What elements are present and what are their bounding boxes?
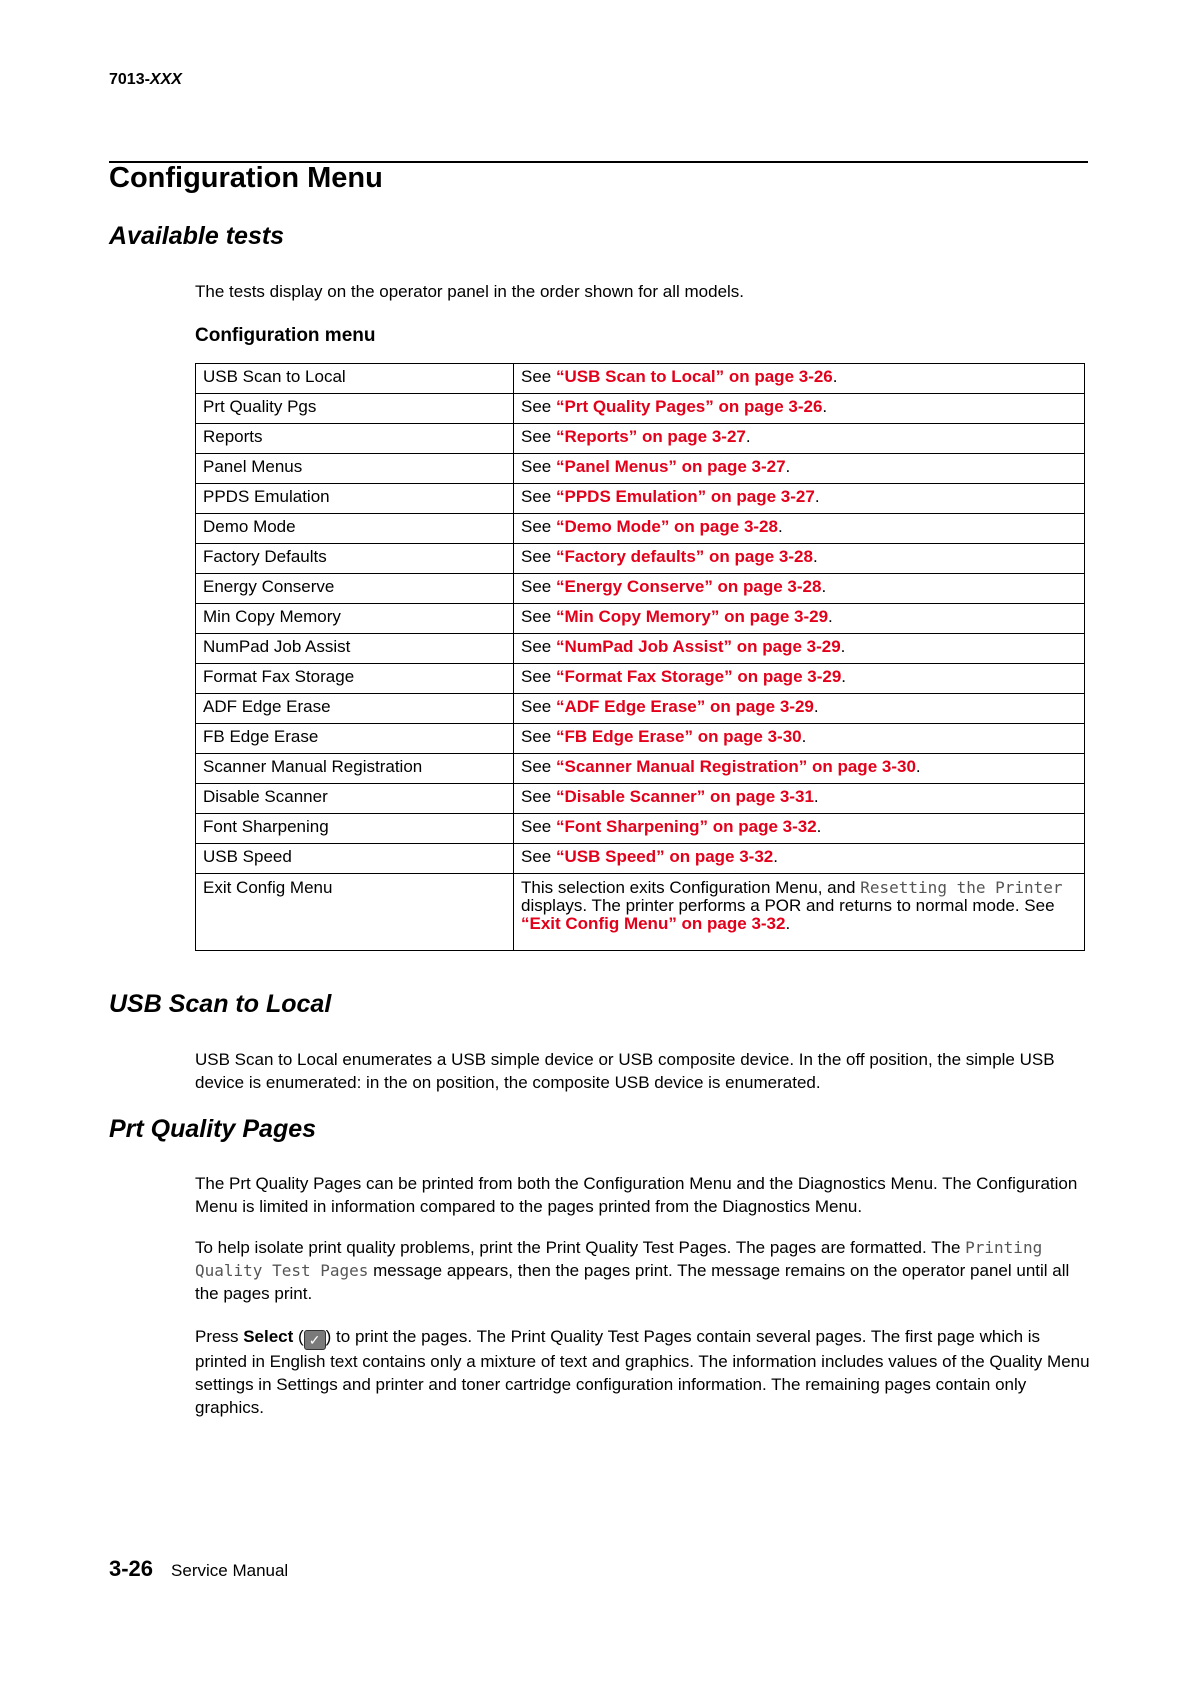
table-row [196, 454, 1085, 484]
table-caption: Configuration menu [195, 325, 376, 346]
menu-reference: See “Prt Quality Pages” on page 3-26. [514, 394, 1085, 424]
menu-item: Min Copy Memory [196, 604, 514, 634]
resetting-message: Resetting the Printer [860, 878, 1063, 897]
menu-item: USB Speed [196, 844, 514, 874]
menu-item: USB Scan to Local [196, 364, 514, 394]
menu-item: Panel Menus [196, 454, 514, 484]
table-row [196, 514, 1085, 544]
table-row [196, 574, 1085, 604]
table-row [196, 694, 1085, 724]
table-row [196, 604, 1085, 634]
menu-reference: See “USB Scan to Local” on page 3-26. [514, 364, 1085, 394]
prt-quality-paragraph-3: Press Select ( ✓ ) to print the pages. The Print Quality Test Pages contain several pages. The first page which is printed in English text contains only a mixture of text and graphics. The information includes values of the Quality Menu settings in Settings and printer and toner cartridge configuration information. The remaining pages contain only graphics. [195, 1327, 1090, 1417]
cross-reference-link[interactable]: “USB Scan to Local” on page 3-26 [555, 367, 833, 386]
menu-item: NumPad Job Assist [196, 634, 514, 664]
configuration-menu-table [195, 363, 1085, 951]
cross-reference-link[interactable]: “Energy Conserve” on page 3-28 [555, 577, 822, 596]
menu-item: Prt Quality Pgs [196, 394, 514, 424]
cross-reference-link[interactable]: “Demo Mode” on page 3-28 [555, 517, 778, 536]
cross-reference-link[interactable]: “PPDS Emulation” on page 3-27 [555, 487, 815, 506]
menu-item: Exit Config Menu [196, 874, 514, 951]
page-footer [109, 1556, 288, 1582]
prt-quality-heading: Prt Quality Pages [109, 1115, 317, 1143]
manual-name: Service Manual [171, 1561, 289, 1580]
table-row [196, 484, 1085, 514]
table-row [196, 634, 1085, 664]
cross-reference-link[interactable]: “Factory defaults” on page 3-28 [555, 547, 813, 566]
cross-reference-link[interactable]: “Format Fax Storage” on page 3-29 [555, 667, 842, 686]
cross-reference-link[interactable]: “Panel Menus” on page 3-27 [555, 457, 786, 476]
usb-scan-heading: USB Scan to Local [109, 990, 332, 1018]
cross-reference-link[interactable]: “Font Sharpening” on page 3-32 [555, 817, 817, 836]
menu-item: Energy Conserve [196, 574, 514, 604]
table-row [196, 784, 1085, 814]
menu-item: Format Fax Storage [196, 664, 514, 694]
menu-reference: See “Font Sharpening” on page 3-32. [514, 814, 1085, 844]
menu-item: Font Sharpening [196, 814, 514, 844]
menu-reference: See “Demo Mode” on page 3-28. [514, 514, 1085, 544]
menu-reference: This selection exits Configuration Menu, and Resetting the Printer displays. The printer performs a POR and returns to normal mode. See “Exit Config Menu” on page 3-32. [514, 874, 1085, 951]
menu-reference: See “Energy Conserve” on page 3-28. [514, 574, 1085, 604]
select-check-icon: ✓ [304, 1330, 326, 1350]
table-row [196, 814, 1085, 844]
prt-quality-paragraph-2: To help isolate print quality problems, print the Print Quality Test Pages. The pages are formatted. The Printing Quality Test Pages message appears, then the pages print. The message remains on the operator panel until all the pages print. [195, 1238, 1070, 1303]
table-row [196, 424, 1085, 454]
cross-reference-link[interactable]: “ADF Edge Erase” on page 3-29 [555, 697, 814, 716]
menu-item: FB Edge Erase [196, 724, 514, 754]
table-row [196, 874, 1085, 951]
menu-reference: See “ADF Edge Erase” on page 3-29. [514, 694, 1085, 724]
cross-reference-link[interactable]: “Exit Config Menu” on page 3-32 [521, 914, 786, 933]
menu-item: Scanner Manual Registration [196, 754, 514, 784]
menu-reference: See “Min Copy Memory” on page 3-29. [514, 604, 1085, 634]
menu-reference: See “Disable Scanner” on page 3-31. [514, 784, 1085, 814]
cross-reference-link[interactable]: “Disable Scanner” on page 3-31 [555, 787, 814, 806]
table-row [196, 844, 1085, 874]
cross-reference-link[interactable]: “USB Speed” on page 3-32 [555, 847, 774, 866]
menu-reference: See “Reports” on page 3-27. [514, 424, 1085, 454]
page-title: Configuration Menu [109, 162, 383, 194]
menu-reference: See “Format Fax Storage” on page 3-29. [514, 664, 1085, 694]
table-row [196, 664, 1085, 694]
printing-message: Printing Quality Test Pages [195, 1238, 1043, 1280]
menu-item: Disable Scanner [196, 784, 514, 814]
cross-reference-link[interactable]: “FB Edge Erase” on page 3-30 [555, 727, 802, 746]
usb-scan-paragraph: USB Scan to Local enumerates a USB simple device or USB composite device. In the off position, the simple USB device is enumerated: in the on position, the composite USB device is enumerated. [195, 1050, 1055, 1092]
model-number: 7013-XXX [109, 71, 182, 88]
cross-reference-link[interactable]: “Min Copy Memory” on page 3-29 [555, 607, 829, 626]
menu-item: ADF Edge Erase [196, 694, 514, 724]
table-row [196, 394, 1085, 424]
menu-item: Factory Defaults [196, 544, 514, 574]
menu-reference: See “PPDS Emulation” on page 3-27. [514, 484, 1085, 514]
available-tests-intro: The tests display on the operator panel in the order shown for all models. [195, 282, 745, 301]
cross-reference-link[interactable]: “NumPad Job Assist” on page 3-29 [555, 637, 841, 656]
menu-item: PPDS Emulation [196, 484, 514, 514]
menu-reference: See “Panel Menus” on page 3-27. [514, 454, 1085, 484]
table-row [196, 364, 1085, 394]
menu-reference: See “Scanner Manual Registration” on page 3-30. [514, 754, 1085, 784]
menu-item: Reports [196, 424, 514, 454]
table-row [196, 724, 1085, 754]
table-row [196, 754, 1085, 784]
menu-reference: See “NumPad Job Assist” on page 3-29. [514, 634, 1085, 664]
cross-reference-link[interactable]: “Prt Quality Pages” on page 3-26 [555, 397, 823, 416]
table-row [196, 544, 1085, 574]
cross-reference-link[interactable]: “Reports” on page 3-27 [555, 427, 746, 446]
cross-reference-link[interactable]: “Scanner Manual Registration” on page 3-30 [555, 757, 916, 776]
menu-item: Demo Mode [196, 514, 514, 544]
menu-reference: See “Factory defaults” on page 3-28. [514, 544, 1085, 574]
menu-reference: See “USB Speed” on page 3-32. [514, 844, 1085, 874]
page-number: 3-26 [109, 1556, 154, 1581]
menu-reference: See “FB Edge Erase” on page 3-30. [514, 724, 1085, 754]
available-tests-heading: Available tests [109, 222, 285, 250]
prt-quality-paragraph-1: The Prt Quality Pages can be printed from both the Configuration Menu and the Diagnostics Menu. The Configuration Menu is limited in information compared to the pages printed from the Diagnostics Menu. [195, 1174, 1078, 1216]
